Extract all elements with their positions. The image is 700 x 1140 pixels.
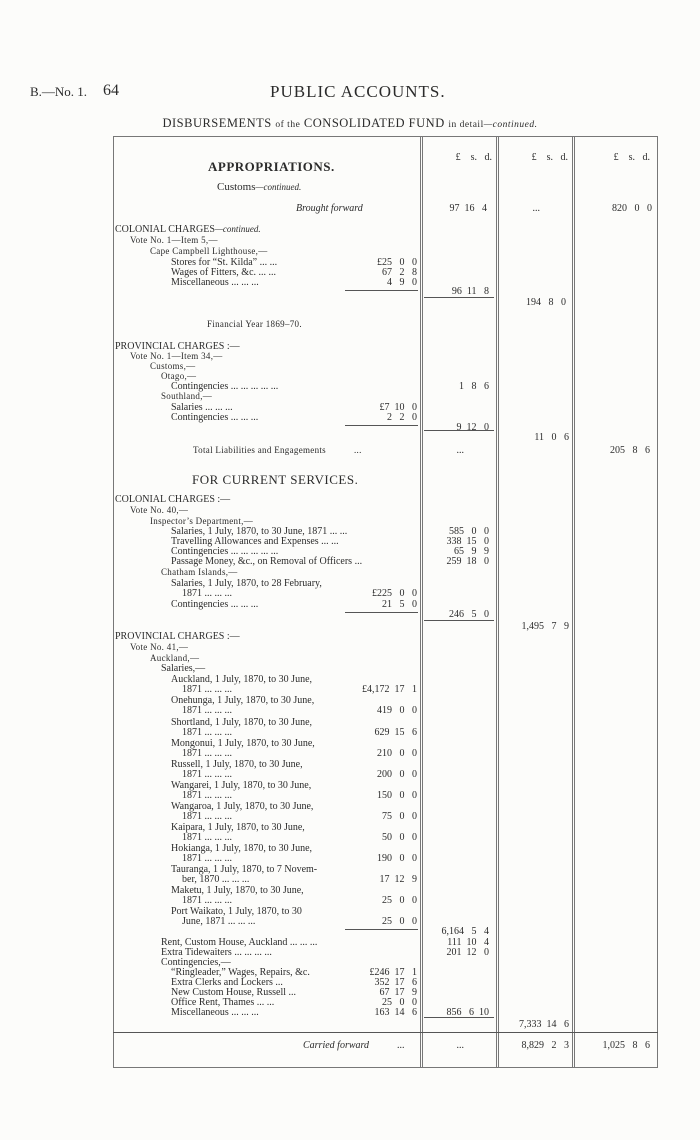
list-item: “Ringleader,” Wages, Repairs, &c. [171,967,310,978]
chatham-salaries-line1: Salaries, 1 July, 1870, to 28 February, [171,578,322,589]
list-item-amount: 200 0 0 [377,769,417,780]
list-item: 1871 ... ... ... [182,853,232,864]
list-item: Office Rent, Thames ... ... [171,997,275,1008]
subtotal-rule [345,929,418,930]
chatham-salaries-line2: 1871 ... ... ... [182,588,232,599]
subtotal-rule [345,612,418,613]
list-item: 1871 ... ... ... [182,895,232,906]
document-reference: B.—No. 1. [30,84,88,99]
list-item-amount: 338 15 0 [446,536,489,547]
southland-heading: Southland,— [161,391,213,401]
total-liabilities-label: Total Liabilities and Engagements ... [193,445,362,455]
list-item: Wangaroa, 1 July, 1870, to 30 June, [171,801,314,812]
auckland-total-col2: 7,333 14 6 [519,1019,569,1030]
list-item-amount: 190 0 0 [377,853,417,864]
list-item-amount: £7 10 0 [379,402,417,413]
list-item-amount: 150 0 0 [377,790,417,801]
list-item: Salaries, 1 July, 1870, to 30 June, 1871 ... ... [171,526,348,537]
column-rule-2 [496,136,499,1068]
contingencies-heading: Contingencies,— [161,957,231,968]
customs-heading: Customs—continued. [217,181,302,193]
column-head-2: £ s. d. [531,152,568,163]
inspector-heading: Inspector’s Department,— [150,516,254,526]
list-item: Miscellaneous ... ... ... [171,277,259,288]
list-item: 1871 ... ... ... [182,705,232,716]
column-rule-3 [572,136,575,1068]
list-item-amount: 210 0 0 [377,748,417,759]
list-item: Travelling Allowances and Expenses ... ... [171,536,339,547]
vote-41: Vote No. 41,— [130,642,189,652]
list-item-amount: 259 18 0 [446,556,489,567]
total-liabilities-col1: ... [456,445,464,456]
list-item: Contingencies ... ... ... [171,412,259,423]
list-item-amount: 585 0 0 [449,526,489,537]
list-item-amount: 25 0 0 [382,997,417,1008]
page-subtitle: DISBURSEMENTS of the CONSOLIDATED FUND in detail—continued. [162,116,538,130]
otago-heading: Otago,— [161,371,197,381]
section-heading-appropriations: APPROPRIATIONS. [208,159,335,174]
salaries-total: 6,164 5 4 [441,926,489,937]
list-item-amount: £4,172 17 1 [362,684,417,695]
list-item-amount: 163 14 6 [374,1007,417,1018]
colonial-charges-heading-2: COLONIAL CHARGES :— [115,494,231,505]
total-liabilities-col3: 205 8 6 [610,445,650,456]
tidewaiters-amount: 201 12 0 [446,947,489,958]
list-item: Contingencies ... ... ... ... ... [171,546,279,557]
provincial-charges-heading: PROVINCIAL CHARGES :— [115,341,240,352]
list-item: 1871 ... ... ... [182,769,232,780]
contingencies-total: 856 6 10 [446,1007,489,1018]
vote-40: Vote No. 40,— [130,505,189,515]
list-item-amount: £25 0 0 [377,257,417,268]
provincial-charges-heading-2: PROVINCIAL CHARGES :— [115,631,240,642]
list-item-amount: 629 15 6 [374,727,417,738]
brought-forward-label: Brought forward [296,203,363,214]
vote-item-34: Vote No. 1—Item 34,— [130,351,223,361]
cape-campbell-subtotal: 96 11 8 [451,286,489,297]
subtotal-rule [424,1017,494,1018]
list-item-amount: 352 17 6 [374,977,417,988]
provincial-total-col2: 11 0 6 [534,432,569,443]
subtotal-rule [424,297,494,298]
list-item-amount: 419 0 0 [377,705,417,716]
colonial-total-col2: 194 8 0 [526,297,566,308]
carried-forward-col2: 8,829 2 3 [521,1040,569,1051]
list-item: Shortland, 1 July, 1870, to 30 June, [171,717,313,728]
list-item-amount: 4 9 0 [387,277,417,288]
list-item: Kaipara, 1 July, 1870, to 30 June, [171,822,305,833]
list-item: 1871 ... ... ... [182,748,232,759]
list-item: ber, 1870 ... ... ... [182,874,250,885]
list-item: New Custom House, Russell ... [171,987,296,998]
list-item-amount: 25 0 0 [382,895,417,906]
extra-tidewaiters: Extra Tidewaiters ... ... ... ... [161,947,272,958]
page-title: PUBLIC ACCOUNTS. [270,82,446,101]
carried-forward-col1: ... [456,1040,464,1051]
list-item: Tauranga, 1 July, 1870, to 7 Novem- [171,864,318,875]
subtotal-rule [424,620,494,621]
subtotal-rule [345,290,418,291]
list-item: Hokianga, 1 July, 1870, to 30 June, [171,843,313,854]
list-item: 1871 ... ... ... [182,811,232,822]
colonial-charges-heading: COLONIAL CHARGES—continued. [115,224,261,235]
list-item: Extra Clerks and Lockers ... [171,977,283,988]
brought-forward-col3: 820 0 0 [612,203,652,214]
rent-custom-house: Rent, Custom House, Auckland ... ... ... [161,937,318,948]
cape-campbell-heading: Cape Campbell Lighthouse,— [150,246,268,256]
carried-forward-label: Carried forward ... [303,1040,405,1051]
otago-contingencies: Contingencies ... ... ... ... ... [171,381,279,392]
list-item-amount: 25 0 0 [382,916,417,927]
list-item-amount: 67 17 9 [379,987,417,998]
chatham-contingencies-amount: 21 5 0 [382,599,417,610]
list-item: Auckland, 1 July, 1870, to 30 June, [171,674,313,685]
chatham-salaries-amount: £225 0 0 [372,588,417,599]
carried-forward-col3: 1,025 8 6 [602,1040,650,1051]
list-item: 1871 ... ... ... [182,727,232,738]
financial-year-heading: Financial Year 1869–70. [207,319,302,329]
subtotal-rule [424,430,494,431]
list-item: Port Waikato, 1 July, 1870, to 30 [171,906,302,917]
list-item: Passage Money, &c., on Removal of Officers ... [171,556,363,567]
chatham-total: 246 5 0 [449,609,489,620]
list-item-amount: 65 9 9 [454,546,489,557]
column-head-3: £ s. d. [613,152,650,163]
column-rule-1 [420,136,423,1068]
vote-item-5: Vote No. 1—Item 5,— [130,235,218,245]
chatham-heading: Chatham Islands,— [161,567,238,577]
carried-forward-rule [113,1032,658,1033]
chatham-contingencies: Contingencies ... ... ... [171,599,259,610]
list-item: Stores for “St. Kilda” ... ... [171,257,278,268]
list-item: Mongonui, 1 July, 1870, to 30 June, [171,738,315,749]
list-item-amount: £246 17 1 [369,967,417,978]
rent-amount: 111 10 4 [447,937,489,948]
list-item: Wages of Fitters, &c. ... ... [171,267,277,278]
list-item-amount: 67 2 8 [382,267,417,278]
section-heading-current-services: FOR CURRENT SERVICES. [192,472,359,487]
list-item: 1871 ... ... ... [182,832,232,843]
list-item-amount: 17 12 9 [379,874,417,885]
list-item: 1871 ... ... ... [182,790,232,801]
list-item: Maketu, 1 July, 1870, to 30 June, [171,885,304,896]
brought-forward-col2: ... [532,203,540,214]
list-item: Wangarei, 1 July, 1870, to 30 June, [171,780,312,791]
brought-forward-col1: 97 16 4 [449,203,487,214]
list-item-amount: 75 0 0 [382,811,417,822]
list-item: Miscellaneous ... ... ... [171,1007,259,1018]
auckland-heading: Auckland,— [150,653,200,663]
list-item-amount: 50 0 0 [382,832,417,843]
otago-amount: 1 8 6 [459,381,489,392]
southland-total: 9 12 0 [456,422,489,433]
column-head-1: £ s. d. [455,152,492,163]
subtotal-rule [345,425,418,426]
page-number: 64 [103,82,119,99]
colonial-total-col2-current: 1,495 7 9 [521,621,569,632]
list-item: Salaries ... ... ... [171,402,233,413]
list-item: Onehunga, 1 July, 1870, to 30 June, [171,695,315,706]
list-item: June, 1871 ... ... ... [182,916,256,927]
list-item: 1871 ... ... ... [182,684,232,695]
salaries-heading: Salaries,— [161,663,206,674]
customs-subheading: Customs,— [150,361,196,371]
list-item: Russell, 1 July, 1870, to 30 June, [171,759,303,770]
list-item-amount: 2 2 0 [387,412,417,423]
